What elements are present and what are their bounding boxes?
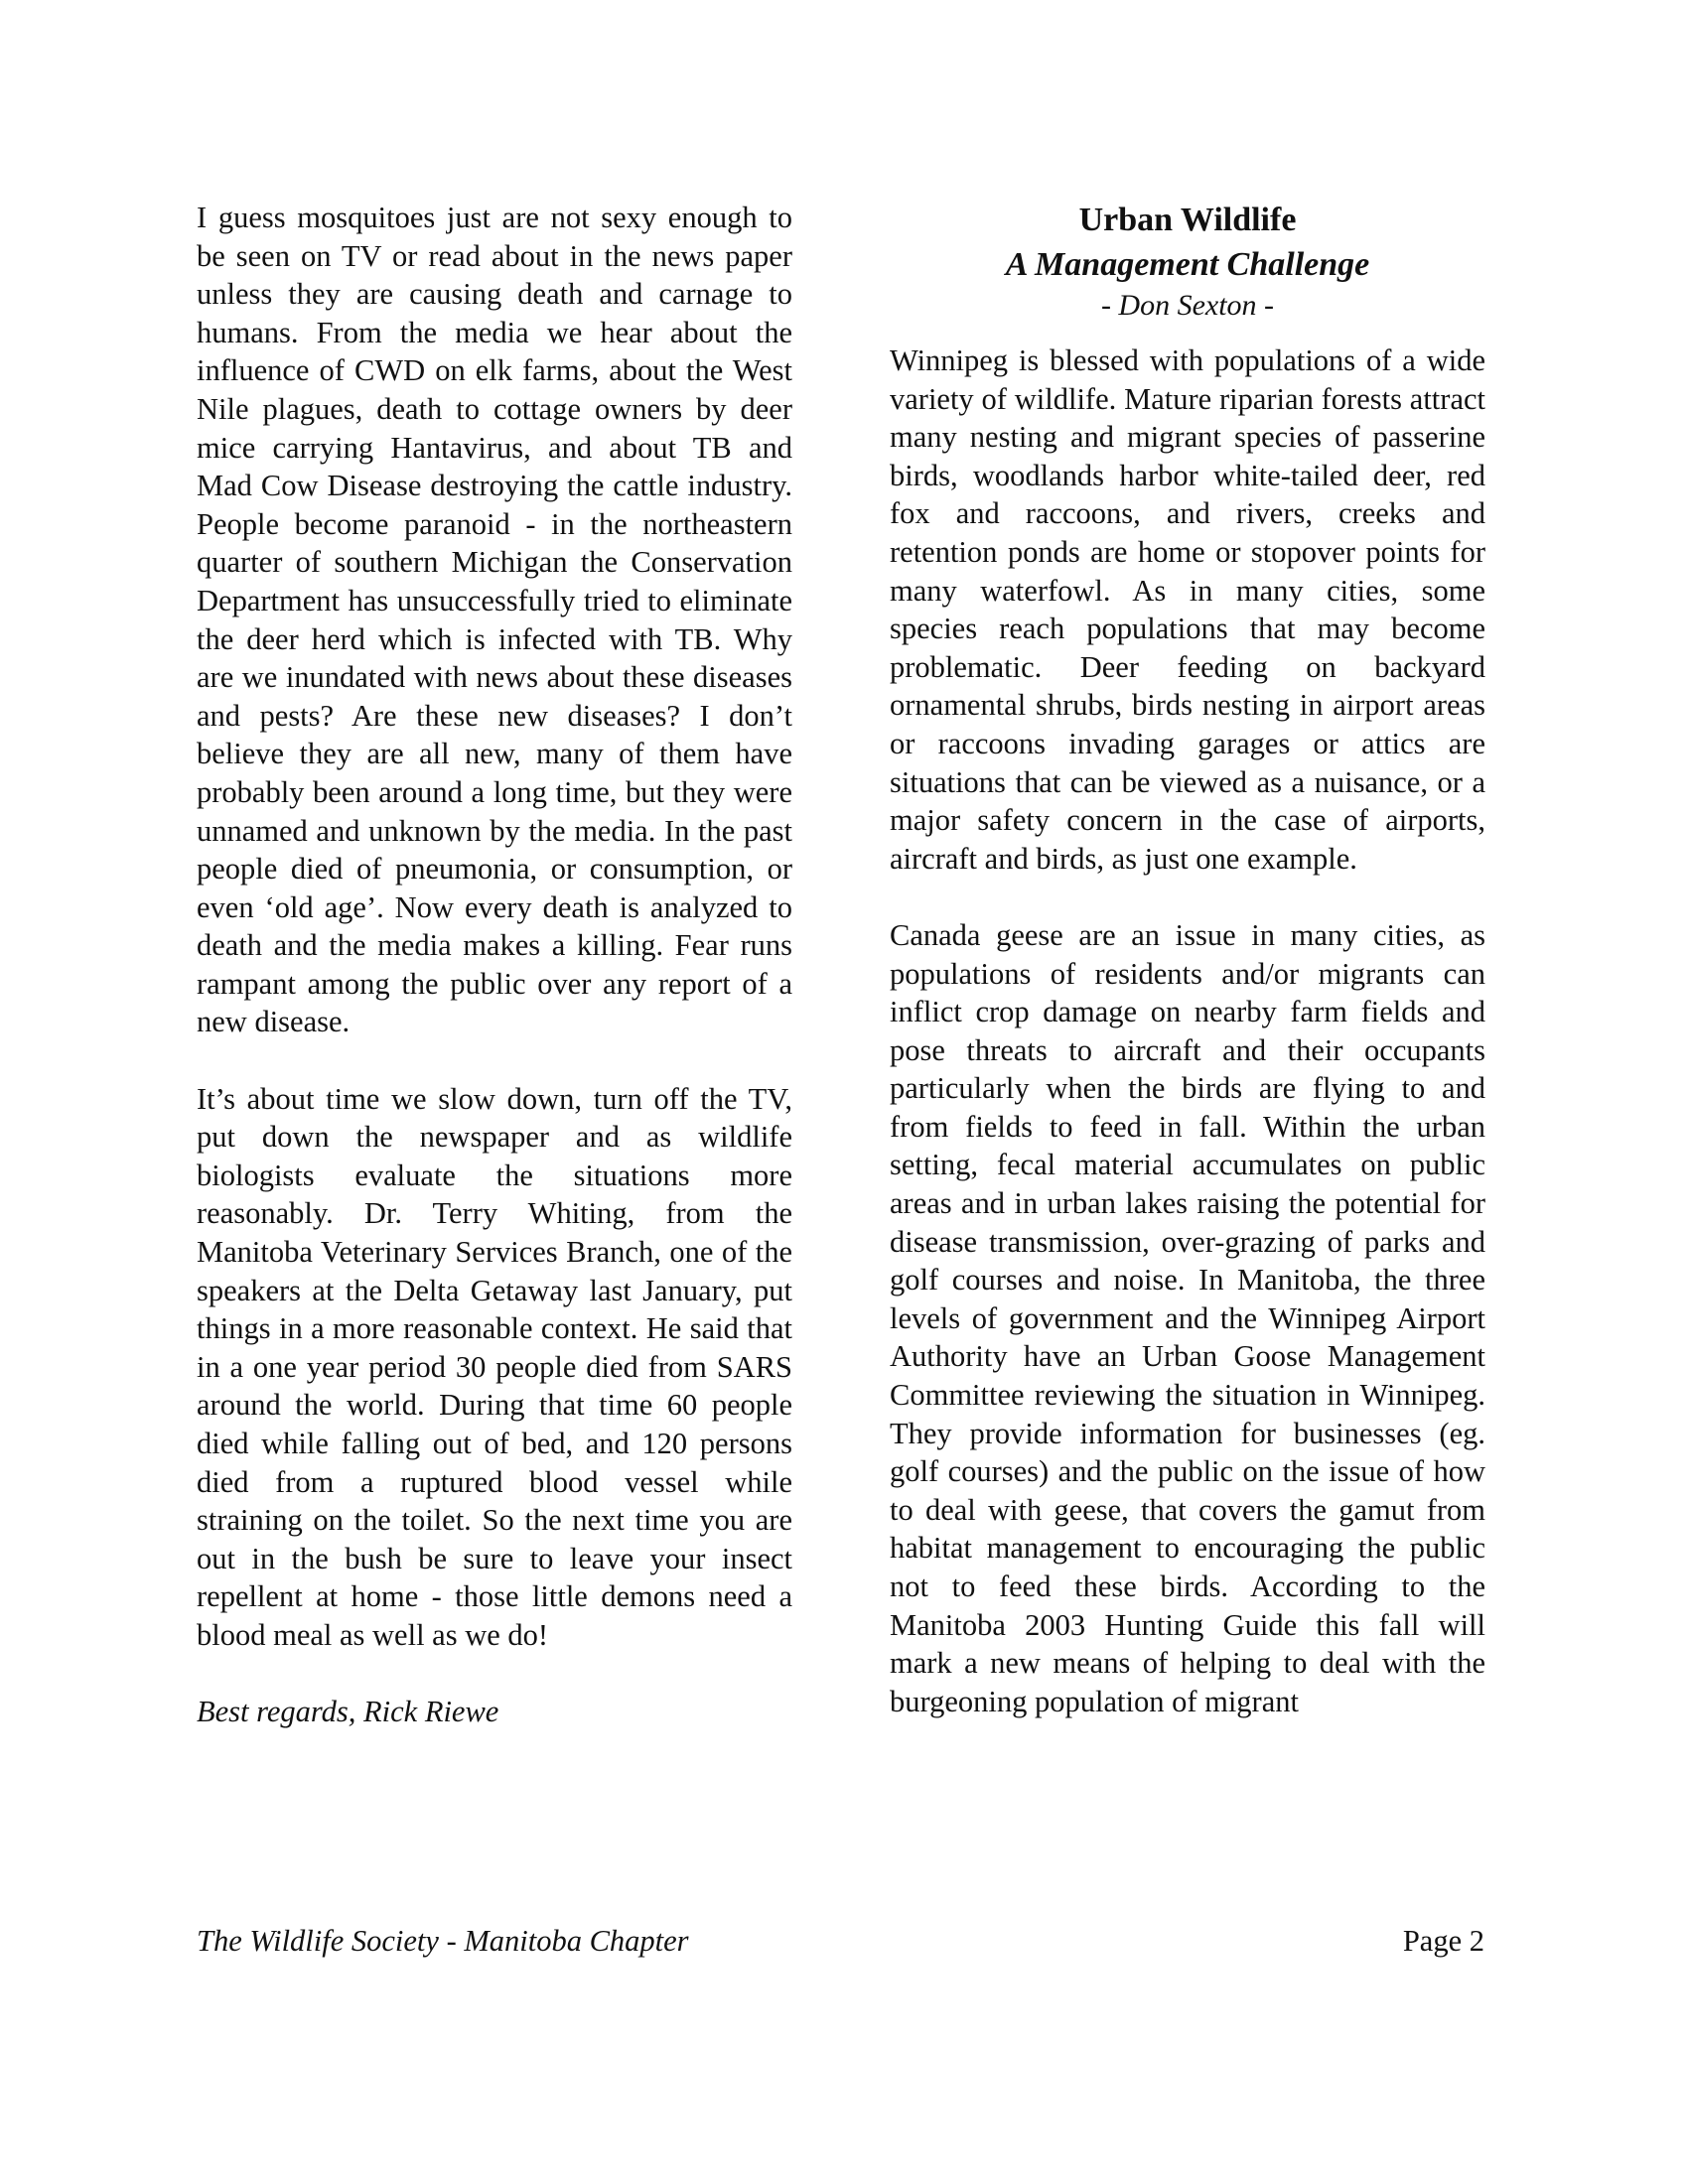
right-column	[890, 199, 1485, 1759]
article-subtitle: A Management Challenge	[1005, 246, 1370, 283]
article-header	[890, 199, 1485, 324]
footer-publication: The Wildlife Society - Manitoba Chapter	[197, 1924, 689, 1958]
page-number: Page 2	[1402, 1924, 1484, 1958]
body-paragraph: It’s about time we slow down, turn off the TV, put down the newspaper and as wildlife biologists evaluate the situations more reasonably. Dr. Terry Whiting, from the Manitoba Veterinary Services Branch, one of the speakers at the Delta Getaway last January, put things in a more reasonable context. He said that in a one year period 30 people died from SARS around the world. During that time 60 people died while falling out of bed, and 120 persons died from a ruptured blood vessel while straining on the toilet. So the next time you are out in the bush be sure to leave your insect repellent at home - those little demons need a blood meal as well as we do!	[197, 1081, 792, 1652]
body-paragraph: Winnipeg is blessed with populations of a wide variety of wildlife. Mature riparian forests attract many nesting and migrant species of passerine birds, woodlands harbor white-tailed deer, red fox and raccoons, and rivers, creeks and retention ponds are home or stopover points for many waterfowl. As in many cities, some species reach populations that may become problematic. Deer feeding on backyard ornamental shrubs, birds nesting in airport areas or raccoons invading garages or attics are situations that can be viewed as a nuisance, or a major safety concern in the case of airports, aircraft and birds, as just one example.	[890, 343, 1485, 876]
article-title: Urban Wildlife	[1078, 202, 1297, 238]
left-column	[197, 199, 792, 1769]
body-paragraph: I guess mosquitoes just are not sexy enough to be seen on TV or read about in the news paper unless they are causing death and carnage to humans. From the media we hear about the influence of CWD on elk farms, about the West Nile plagues, death to cottage owners by deer mice carrying Hantavirus, and about TB and Mad Cow Disease destroying the cattle industry. People become paranoid - in the northeastern quarter of southern Michigan the Conservation Department has unsuccessfully tried to eliminate the deer herd which is infected with TB. Why are we inundated with news about these diseases and pests? Are these new diseases? I don’t believe they are all new, many of them have probably been around a long time, but they were unnamed and unknown by the media. In the past people died of pneumonia, or consumption, or even ‘old age’. Now every death is analyzed to death and the media makes a killing. Fear runs rampant among the public over any report of a new disease.	[197, 201, 792, 1039]
article-author: - Don Sexton -	[1100, 289, 1275, 322]
signoff: Best regards, Rick Riewe	[197, 1695, 499, 1729]
body-paragraph: Canada geese are an issue in many cities, as populations of residents and/or migrants can inflict crop damage on nearby farm fields and pose threats to aircraft and their occupants particularly when the birds are flying to and from fields to feed in fall. Within the urban setting, fecal material accumulates on public areas and in urban lakes raising the potential for disease transmission, over-grazing of parks and golf courses and noise. In Manitoba, the three levels of government and the Winnipeg Airport Authority have an Urban Goose Management Committee reviewing the situation in Winnipeg. They provide information for businesses (eg. golf courses) and the public on the issue of how to deal with geese, that covers the gamut from habitat management to encouraging the public not to feed these birds. According to the Manitoba 2003 Hunting Guide this fall will mark a new means of helping to deal with the burgeoning population of migrant	[890, 917, 1485, 1718]
